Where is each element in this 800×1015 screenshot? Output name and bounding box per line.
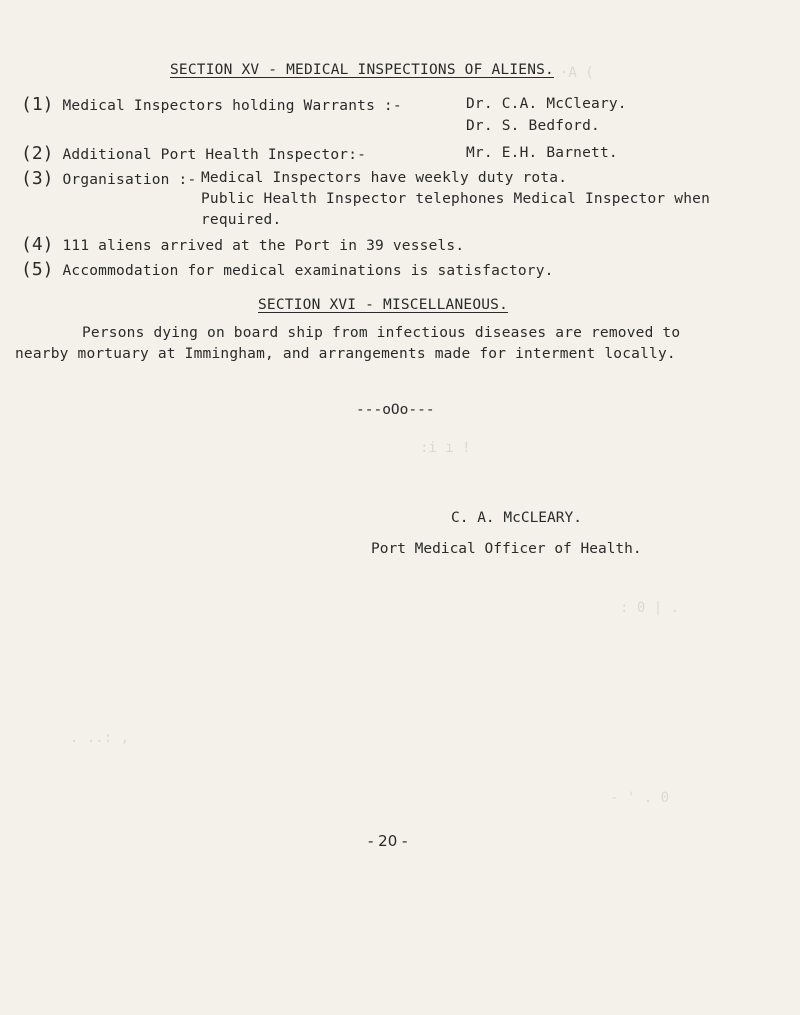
item-1 <box>21 94 402 115</box>
item-2-value-line: Mr. E.H. Barnett. <box>466 145 618 161</box>
item-number: (1) <box>21 94 54 115</box>
item-1-value-line: Dr. C.A. McCleary. <box>466 96 627 112</box>
item-5 <box>21 259 554 280</box>
paragraph-line: nearby mortuary at Immingham, and arrangements made for interment locally. <box>15 346 676 362</box>
item-4 <box>21 234 464 255</box>
show-through-mark: ·A ( <box>560 65 594 81</box>
item-1-value-line: Dr. S. Bedford. <box>466 118 600 134</box>
show-through-mark: . ..: , <box>70 730 130 746</box>
item-text: Accommodation for medical examinations is satisfactory. <box>62 263 554 279</box>
item-3-text-line: Medical Inspectors have weekly duty rota. <box>201 170 568 186</box>
paragraph-line: Persons dying on board ship from infectious diseases are removed to <box>82 325 681 341</box>
item-text: 111 aliens arrived at the Port in 39 vessels. <box>62 238 465 254</box>
item-label: Additional Port Health Inspector:- <box>62 147 367 163</box>
item-label: Organisation :- <box>62 172 197 188</box>
show-through-mark: - ' . 0 <box>610 790 670 806</box>
item-2 <box>21 143 366 164</box>
section-xvi-heading: SECTION XVI - MISCELLANEOUS. <box>258 297 509 313</box>
item-number: (5) <box>21 259 54 280</box>
page-number: - 20 - <box>368 832 408 850</box>
show-through-mark: : 0 | . <box>620 600 680 616</box>
signature-title: Port Medical Officer of Health. <box>371 541 642 557</box>
item-number: (2) <box>21 143 54 164</box>
show-through-mark: :i ı ! <box>420 440 471 456</box>
separator: ---oOo--- <box>356 402 435 418</box>
section-xv-heading: SECTION XV - MEDICAL INSPECTIONS OF ALIENS. <box>170 62 554 78</box>
item-3-text-line: Public Health Inspector telephones Medical Inspector when <box>201 191 710 207</box>
item-number: (3) <box>21 168 54 189</box>
item-label: Medical Inspectors holding Warrants :- <box>62 98 402 114</box>
item-number: (4) <box>21 234 54 255</box>
signature-name: C. A. McCLEARY. <box>451 510 582 526</box>
item-3-text-line: required. <box>201 212 282 228</box>
item-3 <box>21 168 196 189</box>
